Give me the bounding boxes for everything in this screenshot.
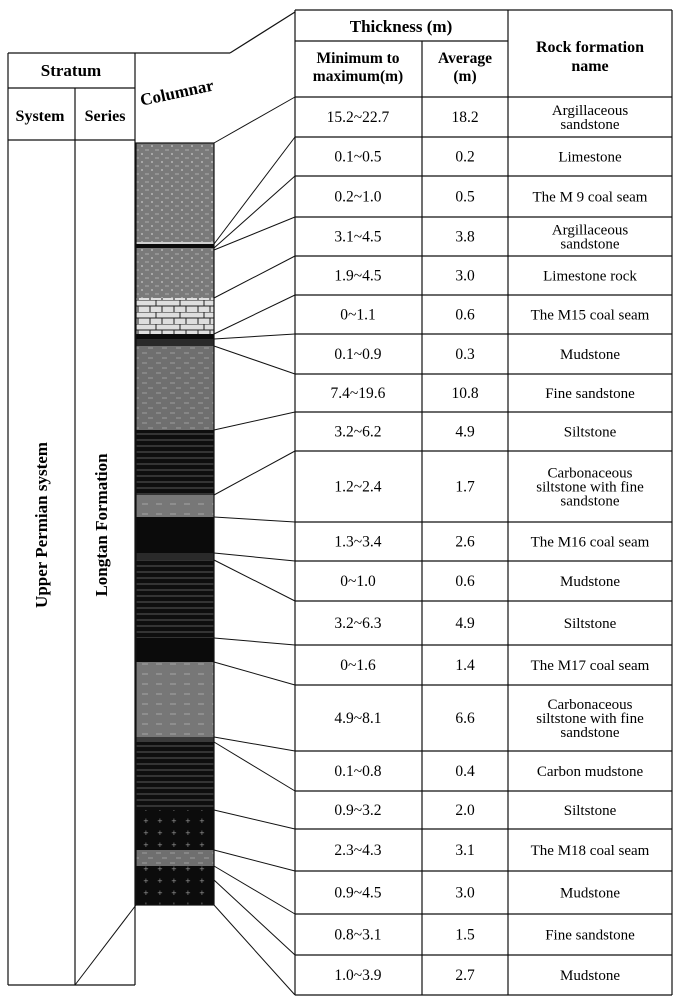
columnar-header: Columnar	[138, 75, 216, 110]
connector-line	[214, 517, 295, 522]
column-layer	[136, 517, 214, 553]
column-layer	[136, 495, 214, 517]
row-rock-name: Carbonaceous	[547, 697, 633, 713]
column-layer	[136, 560, 214, 638]
row-average: 0.5	[455, 188, 475, 206]
lithologic-column	[136, 143, 214, 905]
column-layer	[136, 334, 214, 339]
connector-line	[214, 217, 295, 250]
row-rock-name: Carbon mudstone	[536, 764, 644, 780]
row-average: 0.6	[455, 306, 475, 324]
column-layer	[136, 553, 214, 560]
row-average: 4.9	[455, 615, 475, 632]
row-average: 0.4	[455, 763, 475, 780]
column-layer	[136, 662, 214, 737]
connector-line	[214, 662, 295, 685]
connector-line	[75, 905, 136, 985]
row-average: 10.8	[451, 385, 479, 402]
row-minmax: 2.3~4.3	[334, 842, 382, 859]
connector-line	[214, 880, 295, 955]
row-minmax: 3.1~4.5	[334, 228, 382, 246]
thickness-header: Thickness (m)	[349, 17, 453, 36]
row-rock-name: Siltstone	[563, 616, 617, 632]
row-minmax: 0.9~4.5	[334, 884, 382, 902]
row-average: 1.7	[455, 478, 475, 496]
connector-line	[214, 553, 295, 561]
row-rock-name: Limestone rock	[543, 268, 637, 285]
connector-line	[214, 256, 295, 298]
column-layer	[136, 880, 214, 905]
row-minmax: 0.1~0.8	[334, 763, 382, 780]
row-average: 2.0	[455, 802, 475, 819]
column-layer	[136, 143, 214, 242]
row-rock-name: Argillaceous	[551, 222, 629, 239]
row-minmax: 0~1.0	[340, 573, 376, 590]
row-average: 3.0	[455, 884, 475, 902]
row-average: 3.1	[455, 842, 475, 859]
connector-line	[214, 905, 295, 995]
average-header: (m)	[453, 68, 477, 85]
row-minmax: 0.9~3.2	[334, 802, 382, 819]
connector-line	[214, 451, 295, 495]
row-average: 0.3	[455, 346, 475, 363]
row-minmax: 0.1~0.9	[334, 346, 382, 363]
row-rock-name: The M17 coal seam	[530, 658, 650, 674]
column-layer	[136, 244, 214, 248]
row-average: 0.6	[455, 573, 475, 590]
row-rock-name: Mudstone	[560, 574, 620, 590]
rock-name-header: name	[571, 58, 609, 75]
minmax-header: Minimum to	[316, 50, 400, 67]
row-rock-name: The M 9 coal seam	[532, 189, 648, 206]
row-minmax: 0~1.1	[340, 306, 376, 324]
row-rock-name: Mudstone	[560, 885, 620, 902]
column-layer	[136, 742, 214, 810]
row-rock-name: Fine sandstone	[545, 386, 635, 402]
column-layer	[136, 737, 214, 742]
row-rock-name: siltstone with fine	[536, 711, 644, 727]
row-rock-name: Siltstone	[563, 424, 617, 441]
column-layer	[136, 339, 214, 346]
header-diagonal	[230, 12, 295, 53]
row-rock-name: Limestone	[558, 149, 622, 166]
connector-line	[214, 137, 295, 244]
system-name: Upper Permian system	[32, 442, 51, 608]
row-rock-name: sandstone	[560, 725, 620, 741]
row-average: 3.8	[455, 228, 475, 246]
row-minmax: 0~1.6	[340, 657, 376, 674]
column-layer	[136, 346, 214, 430]
row-average: 2.6	[455, 533, 475, 551]
row-minmax: 0.2~1.0	[334, 188, 382, 206]
column-layer	[136, 248, 214, 298]
connector-line	[214, 866, 295, 914]
row-rock-name: Fine sandstone	[545, 927, 635, 944]
row-rock-name: Argillaceous	[551, 103, 629, 119]
column-layer	[136, 850, 214, 862]
rock-name-header: Rock formation	[536, 39, 644, 56]
column-layer	[136, 430, 214, 495]
row-average: 1.4	[455, 657, 475, 674]
column-layer	[136, 810, 214, 850]
series-name: Longtan Formation	[92, 453, 111, 597]
row-rock-name: The M16 coal seam	[530, 534, 650, 551]
column-layer	[136, 242, 214, 244]
row-minmax: 15.2~22.7	[326, 109, 390, 126]
stratum-header: Stratum	[40, 61, 102, 80]
connector-line	[214, 560, 295, 601]
row-average: 3.0	[455, 267, 475, 285]
row-average: 4.9	[455, 423, 475, 441]
row-minmax: 1.2~2.4	[334, 478, 382, 496]
row-average: 1.5	[455, 926, 475, 944]
connector-line	[214, 176, 295, 248]
connector-line	[214, 810, 295, 829]
row-rock-name: Siltstone	[563, 803, 617, 819]
column-layer	[136, 298, 214, 334]
row-rock-name: sandstone	[560, 117, 620, 133]
row-rock-name: sandstone	[560, 236, 620, 253]
row-average: 18.2	[451, 109, 479, 126]
row-minmax: 4.9~8.1	[334, 710, 382, 727]
minmax-header: maximum(m)	[312, 68, 404, 85]
column-layer	[136, 638, 214, 662]
row-average: 0.2	[455, 148, 475, 166]
row-rock-name: The M18 coal seam	[530, 843, 650, 859]
row-rock-name: sandstone	[560, 493, 620, 510]
row-rock-name: The M15 coal seam	[530, 307, 650, 324]
row-minmax: 7.4~19.6	[330, 385, 386, 402]
row-minmax: 0.1~0.5	[334, 148, 382, 166]
row-rock-name: Mudstone	[560, 968, 620, 984]
connector-line	[214, 850, 295, 871]
connector-line	[214, 346, 295, 374]
row-minmax: 1.3~3.4	[334, 533, 382, 551]
row-rock-name: Carbonaceous	[547, 465, 633, 482]
row-average: 6.6	[455, 710, 475, 727]
row-minmax: 3.2~6.2	[334, 423, 382, 441]
column-layer	[136, 866, 214, 880]
series-header: Series	[84, 108, 126, 125]
row-minmax: 1.0~3.9	[334, 967, 382, 984]
row-minmax: 0.8~3.1	[334, 926, 382, 944]
row-minmax: 1.9~4.5	[334, 267, 382, 285]
row-minmax: 3.2~6.3	[334, 615, 382, 632]
row-rock-name: siltstone with fine	[536, 479, 644, 496]
row-rock-name: Mudstone	[560, 347, 620, 363]
connector-line	[214, 295, 295, 334]
connector-line	[214, 97, 295, 143]
thickness-table	[295, 10, 672, 995]
row-average: 2.7	[455, 967, 475, 984]
connector-line	[214, 334, 295, 339]
average-header: Average	[438, 50, 492, 67]
connector-line	[214, 638, 295, 645]
system-header: System	[15, 108, 65, 125]
connector-line	[214, 412, 295, 430]
